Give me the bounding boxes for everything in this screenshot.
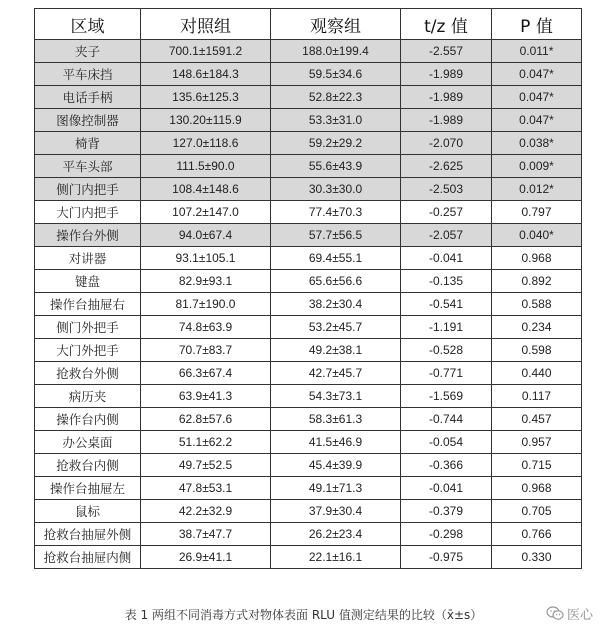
cell-observation-group: 188.0±199.4	[271, 40, 401, 63]
cell-p-value: 0.968	[492, 477, 582, 500]
cell-tz-value: -0.771	[401, 362, 492, 385]
cell-tz-value: -0.298	[401, 523, 492, 546]
cell-tz-value: -1.569	[401, 385, 492, 408]
table-row	[35, 224, 582, 247]
cell-control-group: 38.7±47.7	[141, 523, 271, 546]
cell-region: 椅背	[35, 132, 141, 155]
cell-p-value: 0.797	[492, 201, 582, 224]
cell-region: 抢救台内侧	[35, 454, 141, 477]
cell-control-group: 111.5±90.0	[141, 155, 271, 178]
cell-control-group: 700.1±1591.2	[141, 40, 271, 63]
cell-observation-group: 49.2±38.1	[271, 339, 401, 362]
cell-observation-group: 77.4±70.3	[271, 201, 401, 224]
cell-tz-value: -0.366	[401, 454, 492, 477]
cell-region: 操作台内侧	[35, 408, 141, 431]
cell-p-value: 0.012*	[492, 178, 582, 201]
cell-control-group: 62.8±57.6	[141, 408, 271, 431]
table-row	[35, 109, 582, 132]
cell-observation-group: 37.9±30.4	[271, 500, 401, 523]
cell-observation-group: 45.4±39.9	[271, 454, 401, 477]
table-row	[35, 546, 582, 569]
table-row	[35, 86, 582, 109]
cell-region: 电话手柄	[35, 86, 141, 109]
cell-region: 病历夹	[35, 385, 141, 408]
table-row	[35, 63, 582, 86]
cell-tz-value: -2.070	[401, 132, 492, 155]
table-row	[35, 477, 582, 500]
table-row	[35, 431, 582, 454]
cell-p-value: 0.117	[492, 385, 582, 408]
cell-control-group: 130.20±115.9	[141, 109, 271, 132]
cell-observation-group: 59.2±29.2	[271, 132, 401, 155]
cell-observation-group: 54.3±73.1	[271, 385, 401, 408]
cell-region: 平车床挡	[35, 63, 141, 86]
table-row	[35, 500, 582, 523]
header-p-value: P 值	[492, 9, 582, 40]
cell-p-value: 0.038*	[492, 132, 582, 155]
cell-region: 图像控制器	[35, 109, 141, 132]
cell-p-value: 0.766	[492, 523, 582, 546]
cell-p-value: 0.598	[492, 339, 582, 362]
cell-tz-value: -0.054	[401, 431, 492, 454]
results-table	[34, 8, 582, 569]
cell-control-group: 42.2±32.9	[141, 500, 271, 523]
header-region: 区域	[35, 9, 141, 40]
cell-region: 侧门内把手	[35, 178, 141, 201]
cell-region: 操作台抽屉左	[35, 477, 141, 500]
cell-p-value: 0.705	[492, 500, 582, 523]
cell-tz-value: -2.503	[401, 178, 492, 201]
cell-control-group: 63.9±41.3	[141, 385, 271, 408]
table-row	[35, 339, 582, 362]
cell-p-value: 0.330	[492, 546, 582, 569]
cell-observation-group: 53.2±45.7	[271, 316, 401, 339]
cell-region: 抢救台外侧	[35, 362, 141, 385]
wechat-icon	[546, 606, 564, 621]
header-control-group: 对照组	[141, 9, 271, 40]
cell-observation-group: 65.6±56.6	[271, 270, 401, 293]
cell-tz-value: -2.557	[401, 40, 492, 63]
table-header-row	[35, 9, 582, 40]
table-row	[35, 316, 582, 339]
cell-region: 办公桌面	[35, 431, 141, 454]
cell-region: 对讲器	[35, 247, 141, 270]
cell-p-value: 0.892	[492, 270, 582, 293]
table-caption: 表 1 两组不同消毒方式对物体表面 RLU 值测定结果的比较（x̄±s）	[124, 608, 483, 622]
cell-observation-group: 49.1±71.3	[271, 477, 401, 500]
cell-p-value: 0.588	[492, 293, 582, 316]
table-row	[35, 362, 582, 385]
results-table-container	[34, 8, 581, 569]
cell-control-group: 148.6±184.3	[141, 63, 271, 86]
cell-observation-group: 42.7±45.7	[271, 362, 401, 385]
cell-p-value: 0.011*	[492, 40, 582, 63]
cell-region: 侧门外把手	[35, 316, 141, 339]
table-row	[35, 132, 582, 155]
table-row	[35, 178, 582, 201]
table-row	[35, 247, 582, 270]
cell-region: 平车头部	[35, 155, 141, 178]
cell-control-group: 135.6±125.3	[141, 86, 271, 109]
cell-tz-value: -0.975	[401, 546, 492, 569]
cell-control-group: 108.4±148.6	[141, 178, 271, 201]
cell-observation-group: 53.3±31.0	[271, 109, 401, 132]
cell-tz-value: -1.989	[401, 109, 492, 132]
cell-tz-value: -1.989	[401, 63, 492, 86]
cell-control-group: 81.7±190.0	[141, 293, 271, 316]
cell-control-group: 66.3±67.4	[141, 362, 271, 385]
cell-tz-value: -0.528	[401, 339, 492, 362]
table-row	[35, 270, 582, 293]
cell-control-group: 74.8±63.9	[141, 316, 271, 339]
cell-observation-group: 38.2±30.4	[271, 293, 401, 316]
cell-region: 抢救台抽屉外侧	[35, 523, 141, 546]
cell-observation-group: 58.3±61.3	[271, 408, 401, 431]
cell-region: 操作台外侧	[35, 224, 141, 247]
cell-control-group: 82.9±93.1	[141, 270, 271, 293]
table-row	[35, 523, 582, 546]
cell-p-value: 0.234	[492, 316, 582, 339]
table-row	[35, 201, 582, 224]
cell-observation-group: 55.6±43.9	[271, 155, 401, 178]
cell-observation-group: 57.7±56.5	[271, 224, 401, 247]
cell-tz-value: -0.135	[401, 270, 492, 293]
cell-p-value: 0.040*	[492, 224, 582, 247]
cell-tz-value: -0.041	[401, 247, 492, 270]
watermark	[546, 604, 593, 623]
cell-p-value: 0.047*	[492, 86, 582, 109]
cell-tz-value: -0.379	[401, 500, 492, 523]
cell-observation-group: 30.3±30.0	[271, 178, 401, 201]
cell-p-value: 0.957	[492, 431, 582, 454]
table-body	[35, 40, 582, 569]
cell-control-group: 107.2±147.0	[141, 201, 271, 224]
cell-p-value: 0.715	[492, 454, 582, 477]
cell-region: 夹子	[35, 40, 141, 63]
watermark-text: 医心	[566, 608, 593, 623]
cell-tz-value: -2.057	[401, 224, 492, 247]
table-row	[35, 454, 582, 477]
cell-region: 大门外把手	[35, 339, 141, 362]
cell-tz-value: -0.744	[401, 408, 492, 431]
cell-observation-group: 69.4±55.1	[271, 247, 401, 270]
cell-observation-group: 22.1±16.1	[271, 546, 401, 569]
cell-p-value: 0.009*	[492, 155, 582, 178]
cell-tz-value: -1.191	[401, 316, 492, 339]
cell-region: 操作台抽屉右	[35, 293, 141, 316]
cell-control-group: 93.1±105.1	[141, 247, 271, 270]
cell-p-value: 0.457	[492, 408, 582, 431]
cell-region: 键盘	[35, 270, 141, 293]
cell-region: 大门内把手	[35, 201, 141, 224]
cell-tz-value: -0.541	[401, 293, 492, 316]
cell-p-value: 0.968	[492, 247, 582, 270]
cell-control-group: 26.9±41.1	[141, 546, 271, 569]
cell-tz-value: -0.257	[401, 201, 492, 224]
cell-p-value: 0.047*	[492, 109, 582, 132]
cell-p-value: 0.440	[492, 362, 582, 385]
cell-observation-group: 52.8±22.3	[271, 86, 401, 109]
cell-region: 鼠标	[35, 500, 141, 523]
table-row	[35, 293, 582, 316]
table-row	[35, 155, 582, 178]
cell-control-group: 94.0±67.4	[141, 224, 271, 247]
cell-control-group: 127.0±118.6	[141, 132, 271, 155]
cell-observation-group: 26.2±23.4	[271, 523, 401, 546]
table-row	[35, 385, 582, 408]
cell-tz-value: -2.625	[401, 155, 492, 178]
cell-control-group: 49.7±52.5	[141, 454, 271, 477]
cell-control-group: 70.7±83.7	[141, 339, 271, 362]
cell-region: 抢救台抽屉内侧	[35, 546, 141, 569]
header-observation-group: 观察组	[271, 9, 401, 40]
cell-tz-value: -0.041	[401, 477, 492, 500]
cell-observation-group: 59.5±34.6	[271, 63, 401, 86]
table-row	[35, 40, 582, 63]
cell-p-value: 0.047*	[492, 63, 582, 86]
cell-observation-group: 41.5±46.9	[271, 431, 401, 454]
header-tz-value: t/z 值	[401, 9, 492, 40]
cell-control-group: 51.1±62.2	[141, 431, 271, 454]
cell-tz-value: -1.989	[401, 86, 492, 109]
cell-control-group: 47.8±53.1	[141, 477, 271, 500]
table-row	[35, 408, 582, 431]
